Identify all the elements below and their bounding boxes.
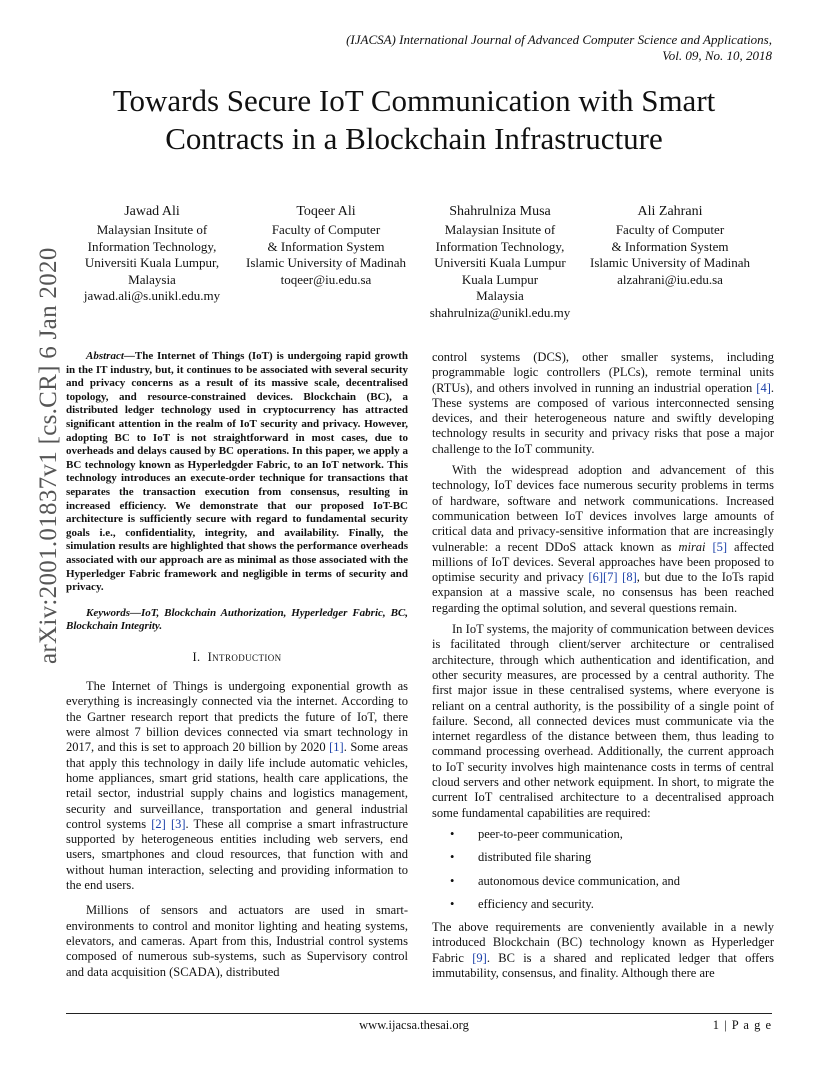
- citation-link[interactable]: [1]: [329, 740, 344, 755]
- paper-title: [40, 82, 788, 158]
- keywords-label: Keywords: [86, 606, 130, 619]
- section-number: I.: [192, 649, 201, 664]
- affiliation-line: Faculty of Computer: [615, 222, 725, 237]
- list-item-text: distributed file sharing: [478, 850, 592, 865]
- paragraph-text: , but due to the IoTs rapid expansion at a massive scale, no consensus has been reached regarding the optimal solution, and several questions remain.: [432, 570, 774, 615]
- right-column: [432, 350, 774, 987]
- affiliation-line: Islamic University of Madinah: [590, 255, 750, 271]
- bullet-icon: •: [450, 896, 455, 911]
- affiliation-line: Malaysian Insitute of: [96, 222, 208, 237]
- affiliation-line: Information Technology,: [87, 238, 217, 254]
- affiliation-line: Universiti Kuala Lumpur: [434, 255, 566, 271]
- paragraph-text: . These all comprise a smart infrastructure supported by heterogeneous entities including web servers, end users, smartphones and cloud resources, that function with and without human interaction, selecting and providing information to the end users.: [66, 816, 408, 893]
- citation-link[interactable]: [9]: [472, 950, 487, 965]
- bullet-icon: •: [450, 873, 455, 888]
- footer-url[interactable]: www.ijacsa.thesai.org: [359, 1018, 469, 1032]
- author-name: Jawad Ali: [124, 204, 180, 219]
- list-item: [432, 897, 774, 912]
- intro-paragraph-2: Millions of sensors and actuators are used in smart-environments to control and monitor lighting and heating systems, elevators, and cameras. Apart from this, Industrial control systems composed of numerous sub-systems, such as Supervisory control and data acquisition (SCADA), distributed: [66, 903, 408, 979]
- paragraph-text: control systems (DCS), other smaller systems, including programmable logic controllers (PLCs), remote terminal units (RTUs), and others involved in running an industrial operation: [432, 350, 774, 395]
- running-header: [346, 32, 772, 64]
- citation-link[interactable]: [3]: [170, 816, 186, 831]
- footer-rule: [66, 1013, 772, 1014]
- paragraph-text: . BC is a shared and replicated ledger that offers immutability, consensus, and finality. Although there are: [432, 950, 775, 980]
- citation-link[interactable]: [2]: [151, 816, 166, 831]
- affiliation-line: Islamic University of Madinah: [246, 255, 406, 271]
- abstract-text: —The Internet of Things (IoT) is undergoing rapid growth in the IT industry, but, it continues to be associated with several security and privacy concerns as a result of its massive scale, decentralised topology, and resource-constrained devices. Blockchain (BC), a distributed ledger technology used in cryptocurrency has attracted significant attention in the realm of IoT security and privacy. However, adopting BC to IoT is not straightforward in most cases, due to overheads and delays caused by BC operations. In this paper, we apply a BC technology known as Hyperledgder Fabric, to an IoT network. This technology introduces an execute-order technique for transactions that separates the transaction execution from consensus, resulting in increased efficiency. We demonstrate that our proposed IoT-BC architecture is sufficiently secure with regard to fundamental security goals i.e., confidentiality, integrity, and availability. Finally, the simulation results are highlighted that shows the performance overheads associated with our approach are as minimal as those associated with the Hyperledger Fabric framework and negligible in terms of security and privacy.: [66, 350, 408, 594]
- affiliation-line: Faculty of Computer: [271, 222, 381, 237]
- author-name: Toqeer Ali: [296, 204, 356, 219]
- author-block: [420, 202, 580, 322]
- mirai-term: mirai: [678, 539, 706, 554]
- paragraph-text: The above requirements are conveniently available in a newly introduced Blockchain (BC) technology known as Hyperledger Fabric: [432, 920, 774, 965]
- affiliation-line: & Information System: [267, 238, 385, 254]
- list-item: [432, 827, 774, 842]
- affiliation-line: Information Technology,: [435, 238, 565, 254]
- list-item: [432, 874, 774, 889]
- requirements-list: [432, 827, 774, 912]
- left-column: [66, 350, 408, 986]
- citation-link[interactable]: [8]: [622, 570, 637, 585]
- author-block: [582, 202, 758, 288]
- journal-volume: Vol. 09, No. 10, 2018: [662, 48, 772, 63]
- right-paragraph-2: [432, 463, 774, 616]
- citation-link[interactable]: [7]: [603, 570, 618, 585]
- affiliation-line: Kuala Lumpur: [461, 271, 539, 287]
- keywords-text: —IoT, Blockchain Authorization, Hyperledger Fabric, BC, Blockchain Integrity.: [66, 606, 408, 633]
- author-name: Shahrulniza Musa: [449, 204, 551, 219]
- section-heading: [66, 650, 408, 665]
- journal-name: (IJACSA) International Journal of Advanced Computer Science and Applications,: [346, 32, 772, 47]
- affiliation-line: Malaysia: [128, 271, 176, 287]
- author-block: [236, 202, 416, 288]
- abstract: [66, 350, 408, 595]
- affiliation-line: Malaysian Insitute of: [444, 222, 556, 237]
- citation-link[interactable]: [4]: [756, 380, 771, 395]
- list-item-text: autonomous device communication, and: [478, 873, 681, 888]
- right-paragraph-1: [432, 350, 774, 457]
- bullet-icon: •: [450, 826, 455, 841]
- title-line-1: Towards Secure IoT Communication with Smart: [112, 83, 716, 118]
- affiliation-line: & Information System: [611, 238, 729, 254]
- abstract-label: Abstract: [86, 350, 124, 362]
- section-title: Introduction: [207, 649, 282, 664]
- author-block: [72, 202, 232, 305]
- author-email[interactable]: alzahrani@iu.edu.sa: [617, 271, 723, 287]
- citation-link[interactable]: [6]: [588, 570, 603, 585]
- bullet-icon: •: [450, 850, 455, 865]
- author-email[interactable]: jawad.ali@s.unikl.edu.my: [83, 288, 221, 304]
- paragraph-text: . Some areas that apply this technology in daily life include automatic vehicles, home appliances, smart grid stations, health care applications, the retail sector, industrial supply chains and logistics management, security and surveillance, transportation and general industrial control systems: [66, 740, 408, 831]
- page-number: 1 | P a g e: [712, 1018, 772, 1032]
- author-name: Ali Zahrani: [637, 204, 703, 219]
- arxiv-identifier[interactable]: arXiv:2001.01837v1 [cs.CR] 6 Jan 2020: [35, 247, 62, 664]
- paragraph-text: With the widespread adoption and advancement of this technology, IoT devices face numerous security problems in terms of hardware, software and network communications. Increased communication between IoT devices involves large amounts of critical data and privacy-sensitive information that are increasingly vulnerable: a recent DDoS attack known as: [432, 463, 774, 554]
- keywords: [66, 607, 408, 634]
- author-email[interactable]: toqeer@iu.edu.sa: [280, 271, 372, 287]
- affiliation-line: Universiti Kuala Lumpur,: [84, 255, 220, 271]
- citation-link[interactable]: [5]: [712, 539, 728, 554]
- paragraph-text: . These systems are composed of various interconnected sensing devices, and their heterogeneous nature and swiftly developing technology results in security and privacy risks that pose a major challenge to the IoT community.: [432, 380, 774, 456]
- affiliation-line: Malaysia: [476, 288, 524, 304]
- right-paragraph-4: [432, 920, 774, 981]
- right-paragraph-3: In IoT systems, the majority of communication between devices is facilitated through client/server architecture or centralised architecture, through which authentication and identification, and other security measures, are processed by a central authority. The first major issue in these centralised systems, where everyone is reliant on a central authority, is the possibility of a single point of failure. Second, all connected devices must communicate via the internet regardless of the distance between them, thus leading to command processing overhead. Additionally, the current approach to IoT security involves high maintenance costs in terms of central cloud servers and other network equipment. In short, to migrate the current IoT centralised architecture to a decentralised approach some fundamental capabilities are required:: [432, 622, 774, 820]
- intro-paragraph-1: [66, 679, 408, 893]
- author-email[interactable]: shahrulniza@unikl.edu.my: [429, 304, 571, 320]
- list-item-text: peer-to-peer communication,: [478, 826, 623, 841]
- title-line-2: Contracts in a Blockchain Infrastructure: [165, 121, 663, 156]
- list-item-text: efficiency and security.: [478, 896, 594, 911]
- paragraph-text: affected millions of IoT devices. Several approaches have been proposed to optimise security and privacy: [432, 539, 775, 585]
- paragraph-text: The Internet of Things is undergoing exponential growth as everything is increasingly connected via the internet. According to the Gartner research report that predicts the future of IoT, there were almost 7 billion devices connected via smart technology in 2017, and this is set to approach 20 billion by 2020: [66, 679, 408, 755]
- list-item: [432, 850, 774, 865]
